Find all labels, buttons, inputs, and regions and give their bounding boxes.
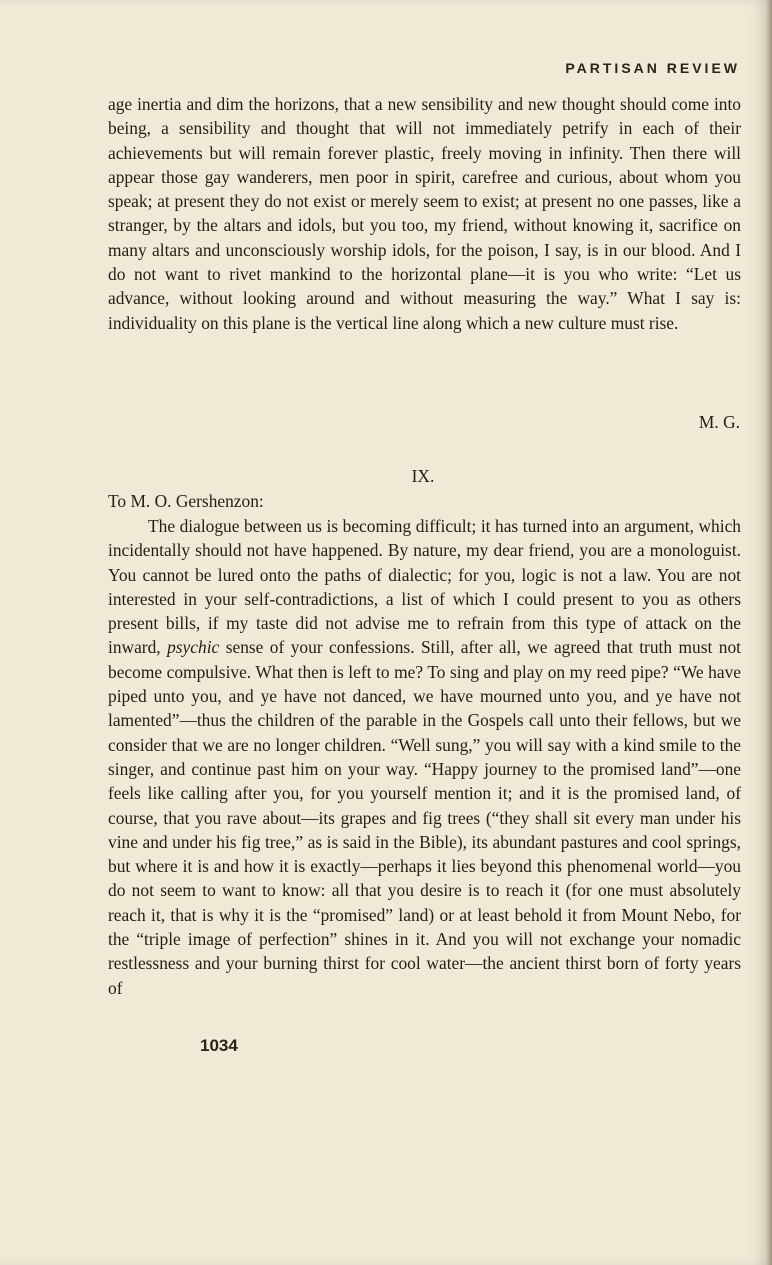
paragraph-1: age inertia and dim the horizons, that a new sensibility and new thought should come into being, a sensibility and thought that will not immediately petrify in each of their achievements but will remain forever plastic, freely moving in infinity. Then there will appear those gay wanderers, men poor in spirit, carefree and curious, about whom you speak; at present they do not exist or merely seem to exist; at present no one passes, like a stranger, by the altars and idols, but you too, my friend, without knowing it, sacrifice on many altars and unconsciously worship idols, for the poison, I say, is in our blood. And I do not want to rivet mankind to the horizontal plane—it is you who write: “Let us advance, without looking around and without measuring the way.” What I say is: individuality on this plane is the vertical line along which a new culture must rise. <box>108 94 741 333</box>
running-head: PARTISAN REVIEW <box>565 60 740 76</box>
paragraph-2-italic: psychic <box>167 637 220 658</box>
paragraph-2 <box>108 514 741 1000</box>
paragraph-2-part-b: sense of your confessions. Still, after all, we agreed that truth must not become compulsive. What then is left to me? To sing and play on my reed pipe? “We have piped unto you, and ye have not danced, we have mourned unto you, and ye have not lamented”—thus the children of the parable in the Gospels call unto their fellows, but we consider that we are no longer children. “Well sung,” you will say with a kind smile to the singer, and continue past him on your way. “Happy journey to the promised land”—one feels like calling after you, for you yourself mention it; and it is the promised land, of course, that you rave about—its grapes and fig trees (“they shall sit every man under his vine and under his fig tree,” as is said in the Bible), its abundant pastures and cool springs, but where it is and how it is exactly—perhaps it lies beyond this phenomenal world—you do not seem to want to know: all that you desire is to reach it (for one must absolutely reach it, that is why it is the “promised” land) or at least behold it from Mount Nebo, for the “triple image of perfection” shines in it. And you will not exchange your nomadic restlessness and your burning thirst for cool water—the ancient thirst born of forty years of <box>108 637 741 998</box>
salutation: To M. O. Gershenzon: <box>108 491 264 511</box>
signature: M. G. <box>698 412 740 432</box>
paragraph-2-part-a: The dialogue between us is becoming difficult; it has turned into an argument, which incidentally should not have happened. By nature, my dear friend, you are a monologuist. You cannot be lured onto the paths of dialectic; for you, logic is not a law. You are not interested in your self-contradictions, a list of which I could present to you as others present bills, if my taste did not advise me to refrain from this type of attack on the inward, <box>108 516 741 658</box>
section-number: IX. <box>411 466 435 486</box>
page-number: 1034 <box>200 1036 238 1055</box>
page-edge-shadow <box>766 0 772 1265</box>
